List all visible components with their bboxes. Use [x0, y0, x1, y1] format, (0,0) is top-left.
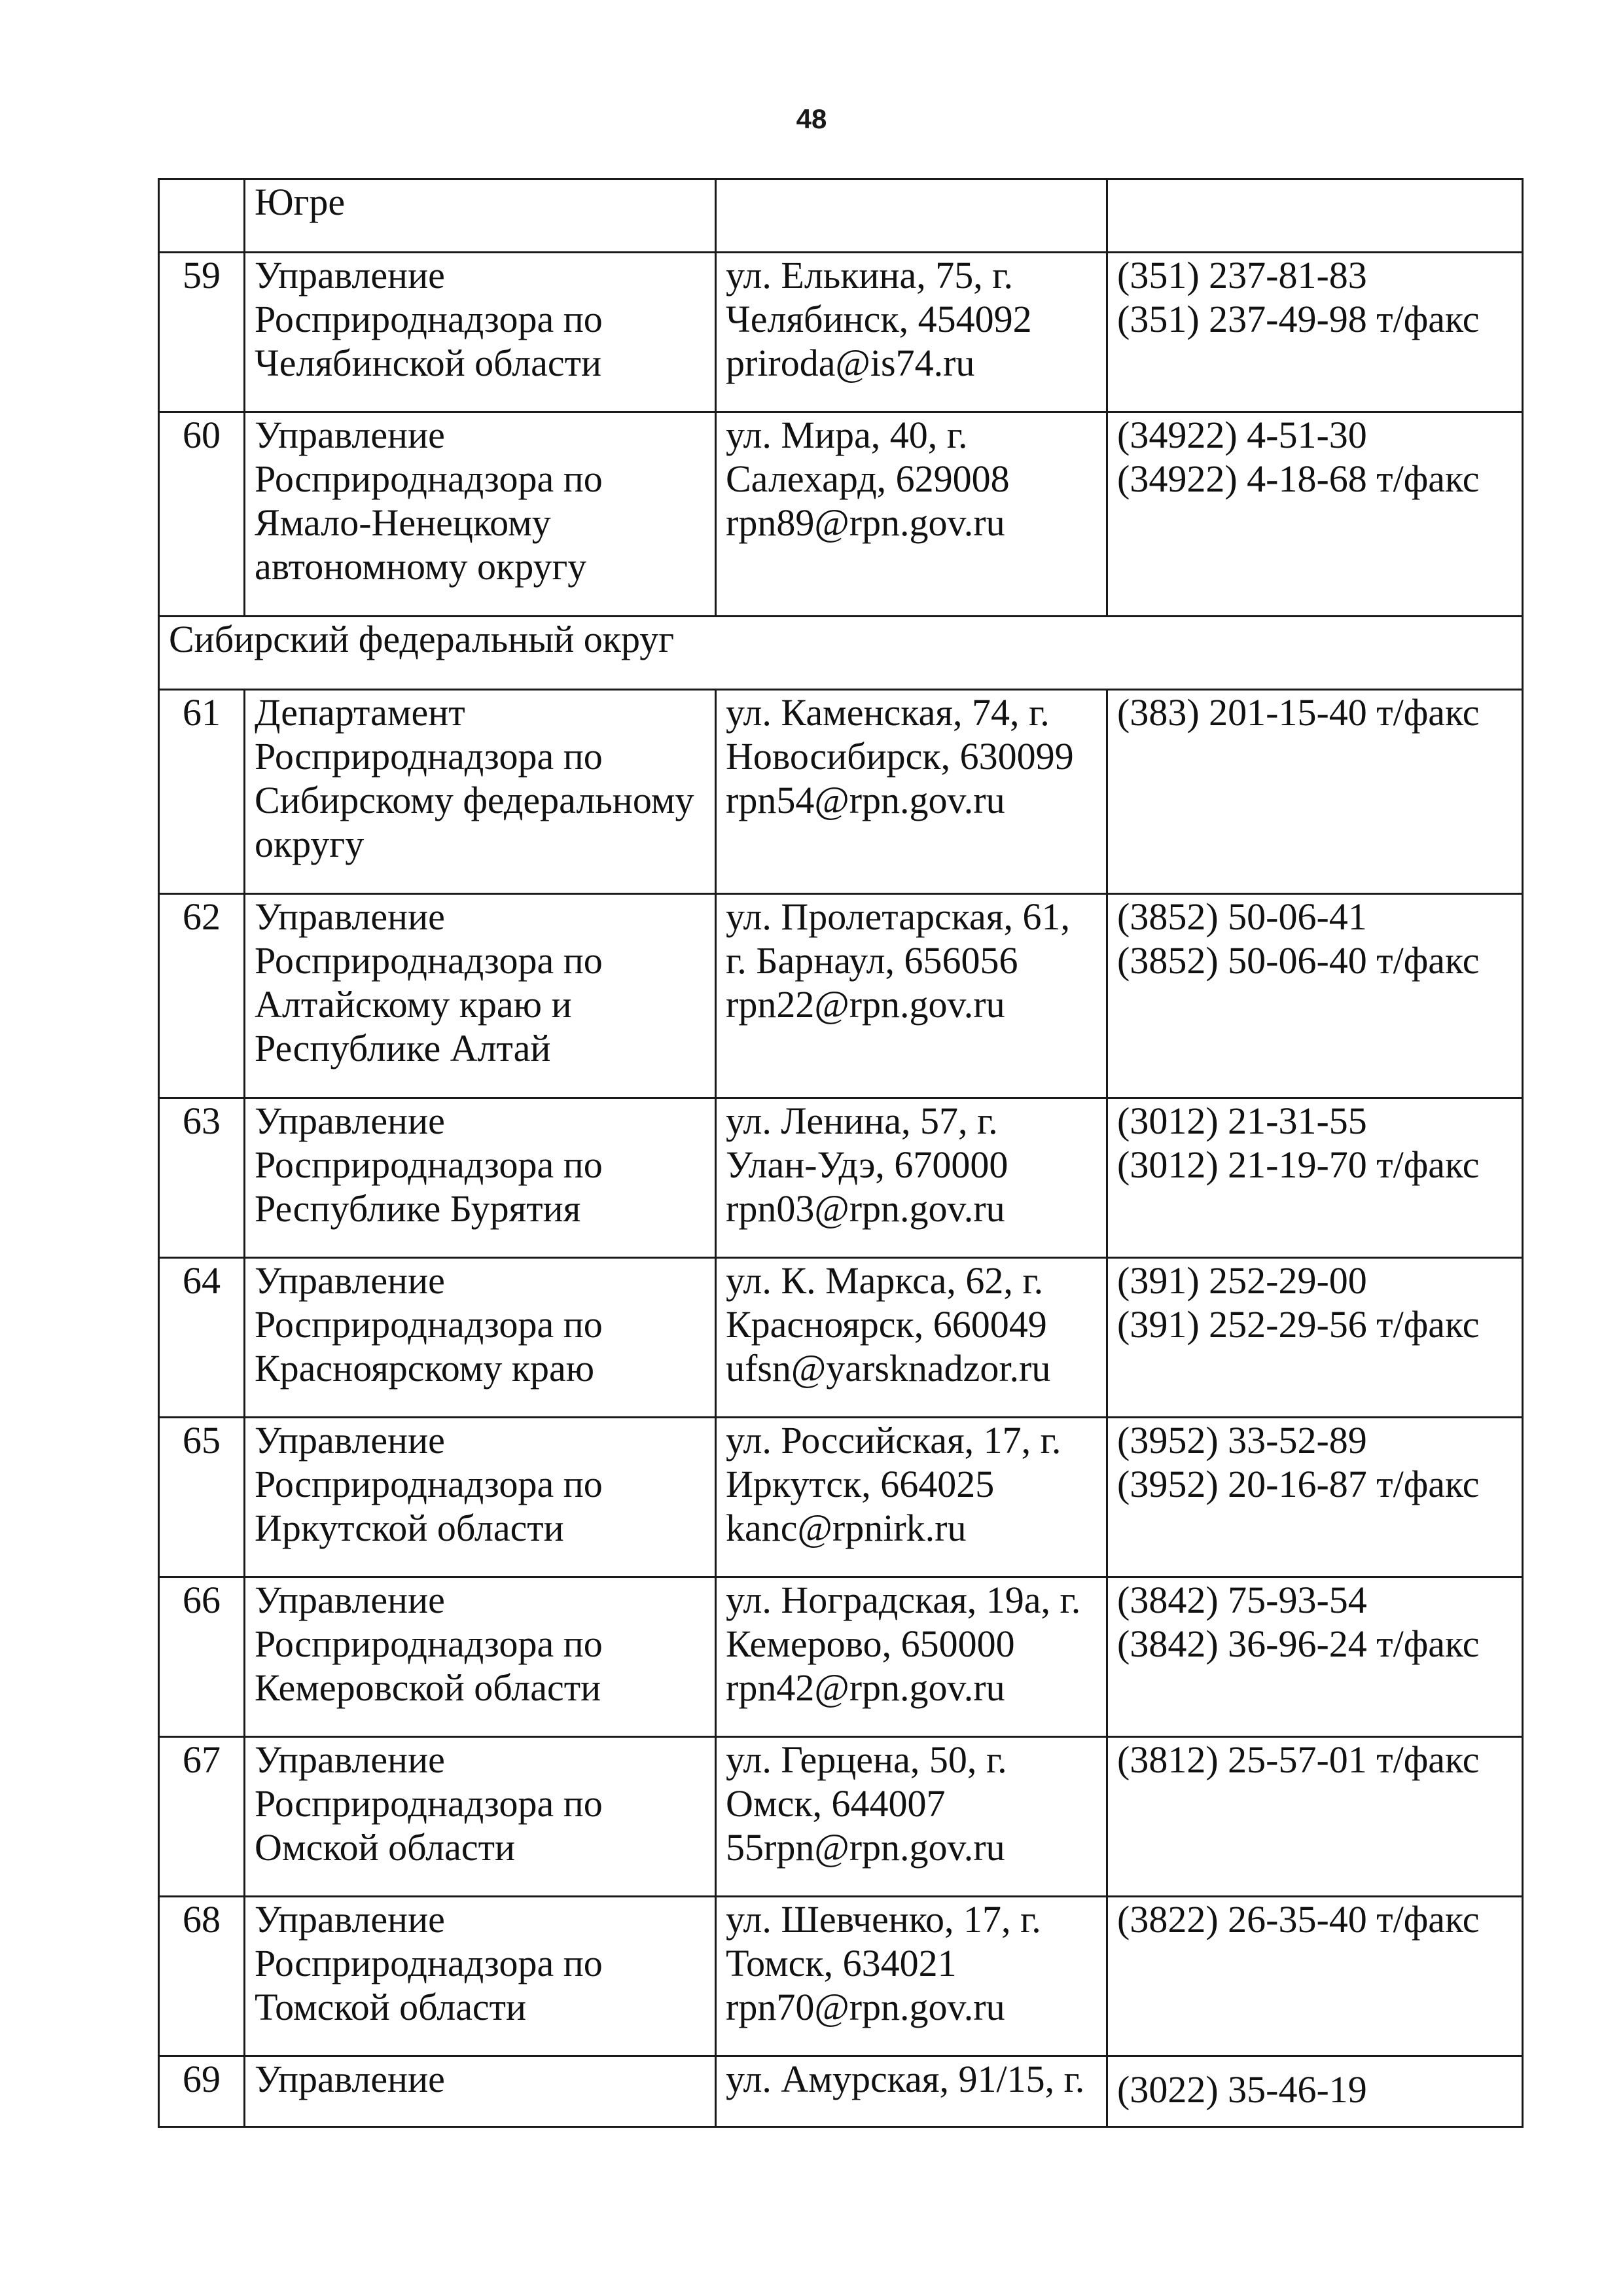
agency-name-cell	[245, 690, 716, 894]
email-address: rpn42@rpn.gov.ru	[726, 1666, 1005, 1709]
agency-name-line: Росприроднадзора по	[255, 1623, 603, 1665]
agency-name-cell	[245, 412, 716, 617]
row-number-cell: 59	[159, 253, 245, 412]
address-cell	[716, 690, 1107, 894]
row-number-cell: 65	[159, 1418, 245, 1577]
agency-name-cell	[245, 1258, 716, 1418]
address-line: Салехард, 629008	[726, 457, 1010, 500]
agency-name-line: Росприроднадзора по	[255, 939, 603, 982]
agency-name-line: Управление	[255, 1579, 445, 1621]
agency-name-cell	[245, 2056, 716, 2127]
email-address: kanc@rpnirk.ru	[726, 1507, 967, 1549]
address-line: Челябинск, 454092	[726, 298, 1032, 340]
phone-cell	[1107, 1897, 1523, 2056]
phone-cell	[1107, 253, 1523, 412]
agency-name-line: Ямало-Ненецкому	[255, 501, 551, 544]
address-line: Улан-Удэ, 670000	[726, 1143, 1008, 1186]
phone-fax-line: (3852) 50-06-40 т/факс	[1117, 939, 1480, 982]
table-row	[159, 412, 1523, 617]
address-cell	[716, 412, 1107, 617]
phone-fax-line: (391) 252-29-56 т/факс	[1117, 1303, 1480, 1346]
phone-fax-line: (3952) 20-16-87 т/факс	[1117, 1463, 1480, 1505]
agency-name-line: Управление	[255, 1419, 445, 1462]
phone-line: (391) 252-29-00	[1117, 1259, 1367, 1302]
agency-name-line: Управление	[255, 895, 445, 938]
agency-name-line: Росприроднадзора по	[255, 1463, 603, 1505]
email-address: rpn22@rpn.gov.ru	[726, 983, 1005, 1026]
email-address: rpn89@rpn.gov.ru	[726, 501, 1005, 544]
address-cell	[716, 894, 1107, 1098]
row-number-cell: 69	[159, 2056, 245, 2127]
phone-cell	[1107, 690, 1523, 894]
address-line: ул. Ленина, 57, г.	[726, 1100, 998, 1142]
phone-line: (3852) 50-06-41	[1117, 895, 1367, 938]
address-cell	[716, 179, 1107, 253]
row-number-cell: 60	[159, 412, 245, 617]
agency-name-line: Росприроднадзора по	[255, 1143, 603, 1186]
address-line: ул. К. Маркса, 62, г.	[726, 1259, 1044, 1302]
agency-name-line: Управление	[255, 414, 445, 456]
phone-fax-line: (3812) 25-57-01 т/факс	[1117, 1738, 1480, 1781]
agency-name-line: Управление	[255, 1738, 445, 1781]
table-row	[159, 1418, 1523, 1577]
agency-name-cell	[245, 894, 716, 1098]
agency-name-line: Росприроднадзора по	[255, 735, 603, 778]
agency-name-line: Сибирскому федеральному	[255, 779, 694, 821]
address-line: ул. Пролетарская, 61,	[726, 895, 1070, 938]
row-number-cell: 63	[159, 1098, 245, 1258]
agency-name-cell	[245, 1098, 716, 1258]
agency-name-cell	[245, 253, 716, 412]
phone-cell	[1107, 1258, 1523, 1418]
agency-name-line: округу	[255, 823, 365, 865]
address-cell	[716, 1098, 1107, 1258]
phone-line: (3012) 21-31-55	[1117, 1100, 1367, 1142]
address-cell	[716, 1418, 1107, 1577]
phone-fax-line: (34922) 4-18-68 т/факс	[1117, 457, 1480, 500]
table-row	[159, 1737, 1523, 1897]
row-number-cell	[159, 179, 245, 253]
address-line: Томск, 634021	[726, 1942, 957, 1984]
phone-cell	[1107, 1737, 1523, 1897]
address-line: Иркутск, 664025	[726, 1463, 995, 1505]
agency-name-cell	[245, 1418, 716, 1577]
phone-fax-line: (3012) 21-19-70 т/факс	[1117, 1143, 1480, 1186]
phone-cell	[1107, 894, 1523, 1098]
phone-fax-line: (351) 237-49-98 т/факс	[1117, 298, 1480, 340]
phone-fax-line: (3822) 26-35-40 т/факс	[1117, 1898, 1480, 1941]
table-row	[159, 894, 1523, 1098]
address-line: ул. Шевченко, 17, г.	[726, 1898, 1041, 1941]
table-row	[159, 1897, 1523, 2056]
phone-cell	[1107, 1098, 1523, 1258]
address-line: Кемерово, 650000	[726, 1623, 1015, 1665]
phone-fax-line: (383) 201-15-40 т/факс	[1117, 691, 1480, 734]
phone-line: (3842) 75-93-54	[1117, 1579, 1367, 1621]
agency-name-line: Росприроднадзора по	[255, 298, 603, 340]
agency-contacts-table	[158, 178, 1524, 2128]
table-row	[159, 179, 1523, 253]
address-cell	[716, 1577, 1107, 1737]
agency-name-cell	[245, 1577, 716, 1737]
agency-name-line: автономному округу	[255, 545, 587, 588]
agency-name-line: Департамент	[255, 691, 465, 734]
table-row	[159, 1258, 1523, 1418]
page-number: 48	[796, 103, 827, 134]
agency-name-line: Управление	[255, 1100, 445, 1142]
address-line: ул. Мира, 40, г.	[726, 414, 968, 456]
phone-line: (351) 237-81-83	[1117, 254, 1367, 296]
address-cell	[716, 2056, 1107, 2127]
agency-name-line: Росприроднадзора по	[255, 1782, 603, 1825]
email-address: 55rpn@rpn.gov.ru	[726, 1826, 1005, 1869]
address-line: ул. Елькина, 75, г.	[726, 254, 1013, 296]
email-address: rpn70@rpn.gov.ru	[726, 1986, 1005, 2028]
phone-cell	[1107, 179, 1523, 253]
address-line: ул. Герцена, 50, г.	[726, 1738, 1007, 1781]
agency-name-line: Челябинской области	[255, 342, 602, 384]
phone-cell	[1107, 412, 1523, 617]
agency-name-line: Управление	[255, 2058, 445, 2100]
address-line: Омск, 644007	[726, 1782, 946, 1825]
agency-name-line: Управление	[255, 1898, 445, 1941]
phone-cell	[1107, 1418, 1523, 1577]
table-row	[159, 253, 1523, 412]
table-row	[159, 1577, 1523, 1737]
agency-name-cell	[245, 179, 716, 253]
agency-name-line: Иркутской области	[255, 1507, 564, 1549]
section-title: Сибирский федеральный округ	[159, 617, 1523, 690]
address-cell	[716, 1737, 1107, 1897]
agency-name-line: Омской области	[255, 1826, 515, 1869]
address-cell	[716, 1897, 1107, 2056]
row-number-cell: 67	[159, 1737, 245, 1897]
row-number-cell: 66	[159, 1577, 245, 1737]
address-cell	[716, 1258, 1107, 1418]
agency-name-line: Управление	[255, 254, 445, 296]
agency-name-line: Югре	[255, 181, 346, 223]
phone-fax-line: (3842) 36-96-24 т/факс	[1117, 1623, 1480, 1665]
agency-name-line: Кемеровской области	[255, 1666, 601, 1709]
email-address: rpn03@rpn.gov.ru	[726, 1187, 1005, 1230]
phone-cell	[1107, 1577, 1523, 1737]
agency-name-line: Красноярскому краю	[255, 1347, 595, 1390]
row-number-cell: 64	[159, 1258, 245, 1418]
agency-name-line: Республике Алтай	[255, 1027, 551, 1069]
agency-name-cell	[245, 1897, 716, 2056]
address-line: г. Барнаул, 656056	[726, 939, 1018, 982]
address-line: ул. Ноградская, 19а, г.	[726, 1579, 1081, 1621]
agency-name-line: Республике Бурятия	[255, 1187, 581, 1230]
row-number-cell: 61	[159, 690, 245, 894]
email-address: ufsn@yarsknadzor.ru	[726, 1347, 1051, 1390]
table-row	[159, 2056, 1523, 2127]
address-line: ул. Каменская, 74, г.	[726, 691, 1050, 734]
address-line: ул. Российская, 17, г.	[726, 1419, 1061, 1462]
phone-line: (3022) 35-46-19	[1117, 2068, 1367, 2111]
phone-line: (3952) 33-52-89	[1117, 1419, 1367, 1462]
address-line: ул. Амурская, 91/15, г.	[726, 2058, 1085, 2100]
address-cell	[716, 253, 1107, 412]
phone-line: (34922) 4-51-30	[1117, 414, 1367, 456]
agency-name-line: Управление	[255, 1259, 445, 1302]
agency-name-line: Росприроднадзора по	[255, 1942, 603, 1984]
agency-name-line: Томской области	[255, 1986, 527, 2028]
row-number-cell: 62	[159, 894, 245, 1098]
section-row	[159, 617, 1523, 690]
row-number-cell: 68	[159, 1897, 245, 2056]
phone-cell	[1107, 2056, 1523, 2127]
address-line: Красноярск, 660049	[726, 1303, 1047, 1346]
email-address: rpn54@rpn.gov.ru	[726, 779, 1005, 821]
agency-name-line: Алтайскому краю и	[255, 983, 572, 1026]
table-row	[159, 1098, 1523, 1258]
table-row	[159, 690, 1523, 894]
agency-name-line: Росприроднадзора по	[255, 457, 603, 500]
agency-name-cell	[245, 1737, 716, 1897]
address-line: Новосибирск, 630099	[726, 735, 1074, 778]
agency-name-line: Росприроднадзора по	[255, 1303, 603, 1346]
email-address: priroda@is74.ru	[726, 342, 975, 384]
